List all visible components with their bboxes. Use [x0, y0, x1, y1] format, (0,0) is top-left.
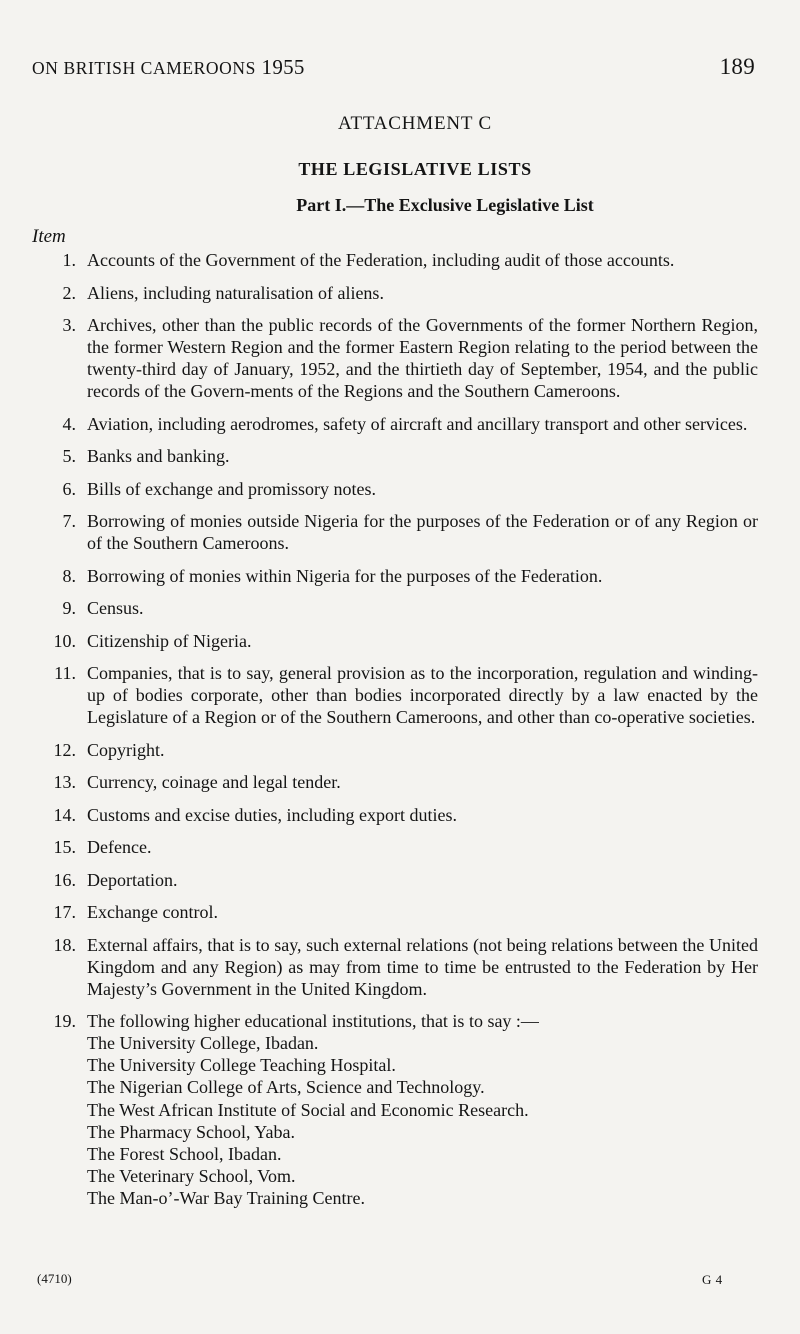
list-item: [30, 597, 758, 619]
list-item: [30, 804, 758, 826]
item-number: 4.: [62, 413, 76, 434]
list-item: [30, 282, 758, 304]
institution-entry: The Nigerian College of Arts, Science and Technology.: [87, 1077, 485, 1098]
institution-entry: The West African Institute of Social and Economic Research.: [87, 1099, 529, 1120]
item-number: 11.: [54, 663, 76, 683]
item-number: 15.: [53, 837, 76, 857]
item-number: 18.: [53, 934, 76, 955]
running-head-title-group: [32, 55, 305, 80]
item-text: The following higher educational institutions, that is to say :—: [87, 1011, 539, 1031]
item-text: Borrowing of monies outside Nigeria for the purposes of the Federation or of any Region or of the Southern Cameroons.: [87, 511, 758, 553]
list-item: [30, 869, 758, 891]
attachment-title: ATTACHMENT C: [338, 113, 492, 134]
item-number: 6.: [62, 478, 76, 499]
list-item: [30, 565, 758, 587]
list-item: [30, 739, 758, 761]
item-number: 10.: [53, 630, 76, 651]
list-item: [30, 771, 758, 793]
running-head-title: ON BRITISH CAMEROONS: [32, 58, 256, 78]
item-text: Defence.: [87, 837, 152, 857]
item-text: Census.: [87, 598, 144, 618]
signature-mark: G 4: [702, 1272, 723, 1287]
list-item: [30, 836, 758, 858]
list-item: [30, 662, 758, 728]
item-text: External affairs, that is to say, such external relations (not being relations between the United Kingdom and any Region) as may from time to time be entrusted to the Federation by Her Majesty’s Government in the United Kingdom.: [87, 934, 758, 999]
running-head-year: 1955: [261, 55, 305, 79]
page-number: 189: [719, 54, 755, 79]
item-number: 8.: [62, 565, 76, 586]
item-text: Copyright.: [87, 739, 165, 760]
list-item: [30, 314, 758, 402]
item-number: 9.: [62, 598, 76, 618]
list-item: [30, 630, 758, 652]
item-text: Aliens, including naturalisation of aliens.: [87, 282, 384, 303]
institutions-sublist: [87, 1032, 758, 1210]
item-number: 14.: [53, 804, 76, 825]
list-item: [30, 934, 758, 1000]
running-head: [32, 54, 755, 80]
institution-entry: The Man-o’-War Bay Training Centre.: [87, 1188, 365, 1209]
item-number: 16.: [53, 869, 76, 890]
item-column-label: Item: [32, 226, 66, 247]
item-text: Currency, coinage and legal tender.: [87, 772, 341, 792]
item-text: Borrowing of monies within Nigeria for the purposes of the Federation.: [87, 565, 603, 586]
item-number: 1.: [62, 250, 76, 270]
item-number: 13.: [53, 772, 76, 792]
item-text: Archives, other than the public records of the Governments of the former Northern Region, the former Western Region and the former Eastern Region relating to the period between the twenty-third day of January, 1952, and the thirtieth day of September, 1954, and the public records of the Govern-ments of the Regions and the Southern Cameroons.: [87, 315, 758, 401]
institution-entry: The Pharmacy School, Yaba.: [87, 1121, 295, 1142]
item-text: Aviation, including aerodromes, safety of aircraft and ancillary transport and other services.: [87, 413, 748, 434]
institution-entry: The Forest School, Ibadan.: [87, 1144, 282, 1165]
item-text: Banks and banking.: [87, 446, 230, 466]
item-text: Deportation.: [87, 869, 178, 890]
item-text: Accounts of the Government of the Federation, including audit of those accounts.: [87, 250, 675, 270]
list-item: [30, 510, 758, 554]
item-text-with-sublist: [87, 1010, 758, 1210]
item-number: 19.: [53, 1011, 76, 1031]
item-text: Exchange control.: [87, 902, 218, 922]
list-item: [30, 1010, 758, 1210]
item-number: 3.: [62, 315, 76, 335]
list-item: [30, 249, 758, 271]
item-number: 12.: [53, 739, 76, 760]
item-number: 2.: [62, 282, 76, 303]
item-number: 17.: [53, 902, 76, 922]
lists-title: THE LEGISLATIVE LISTS: [298, 159, 532, 179]
list-item: [30, 445, 758, 467]
institution-entry: The University College Teaching Hospital.: [87, 1055, 396, 1076]
item-text: Companies, that is to say, general provision as to the incorporation, regulation and winding-up of bodies corporate, other than bodies incorporated directly by a law enacted by the Legislature of a Region or of the Southern Cameroons, and other than co-operative societies.: [87, 663, 758, 727]
item-text: Customs and excise duties, including export duties.: [87, 804, 457, 825]
item-text: Citizenship of Nigeria.: [87, 630, 252, 651]
item-number: 5.: [62, 446, 76, 466]
list-item: [30, 478, 758, 500]
institution-entry: The Veterinary School, Vom.: [87, 1166, 296, 1187]
list-item: [30, 901, 758, 923]
legislative-items-list: [30, 249, 758, 1220]
print-code: (4710): [37, 1271, 72, 1286]
part-title: Part I.—The Exclusive Legislative List: [296, 195, 594, 215]
list-item: [30, 413, 758, 435]
institution-entry: The University College, Ibadan.: [87, 1033, 319, 1053]
item-text: Bills of exchange and promissory notes.: [87, 478, 376, 499]
item-number: 7.: [62, 511, 76, 531]
